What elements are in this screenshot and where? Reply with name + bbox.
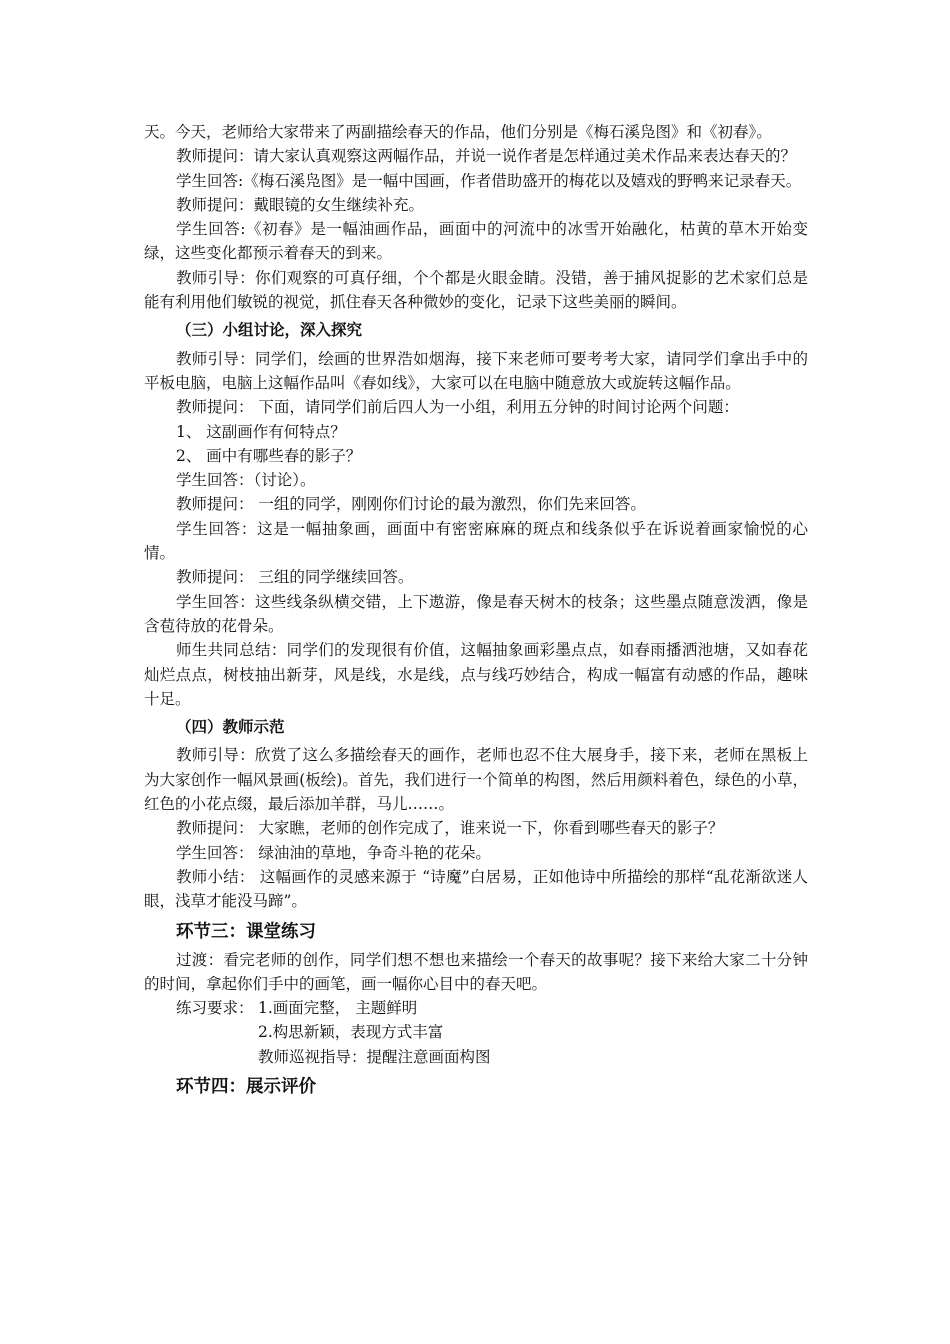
paragraph: 教师小结： 这幅画作的灵感来源于 “诗魔”白居易，正如他诗中所描绘的那样“乱花渐欲迷人眼，浅草才能没马蹄”。 — [144, 867, 808, 911]
paragraph: 学生回答:《初春》是一幅油画作品，画面中的河流中的冰雪开始融化，枯黄的草木开始变绿，这些变化都预示着春天的到来。 — [144, 220, 808, 263]
paragraph: 教师提问：戴眼镜的女生继续补充。 — [176, 195, 425, 214]
paragraph: 教师提问： 下面，请同学们前后四人为一小组，利用五分钟的时间讨论两个问题： — [176, 398, 739, 417]
paragraph: 师生共同总结：同学们的发现很有价值，这幅抽象画彩墨点点，如春雨播洒池塘，又如春花灿烂点点，树枝抽出新芽，风是线，水是线，点与线巧妙结合，构成一幅富有动感的作品，趣味十足。 — [144, 641, 808, 708]
paragraph: 教师提问： 三组的同学继续回答。 — [176, 568, 414, 587]
requirement-item: 2.构思新颖，表现方式丰富 — [258, 1023, 444, 1042]
paragraph: 天。今天，老师给大家带来了两副描绘春天的作品，他们分别是《梅石溪凫图》和《初春》。 — [144, 123, 772, 141]
requirement-item: 教师巡视指导：提醒注意画面构图 — [258, 1047, 491, 1066]
section-heading: 环节三：课堂练习 — [176, 921, 316, 942]
requirement-item: 1.画面完整， 主题鲜明 — [258, 999, 418, 1018]
practice-requirements — [144, 996, 808, 1069]
paragraph: 学生回答：（讨论）。 — [176, 471, 316, 490]
paragraph: 学生回答： 绿油油的草地，争奇斗艳的花朵。 — [176, 843, 491, 862]
paragraph: 教师引导：欣赏了这么多描绘春天的画作，老师也忍不住大展身手，接下来，老师在黑板上为大家创作一幅风景画(板绘)。首先，我们进行一个简单的构图，然后用颜料着色，绿色的小草， 红色的小花点缀，最后添加羊群，马儿……。 — [144, 746, 808, 814]
list-item: 2、 画中有哪些春的影子？ — [176, 446, 362, 465]
paragraph: 教师引导：你们观察的可真仔细，个个都是火眼金睛。没错，善于捕风捉影的艺术家们总是能有利用他们敏锐的视觉，抓住春天各种微妙的变化，记录下这些美丽的瞬间。 — [144, 268, 808, 312]
paragraph: 教师提问： 大家瞧，老师的创作完成了，谁来说一下，你看到哪些春天的影子？ — [176, 819, 724, 838]
requirements-label: 练习要求： — [176, 999, 254, 1018]
paragraph: 学生回答：这些线条纵横交错，上下遨游，像是春天树木的枝条；这些墨点随意泼洒，像是含苞待放的花骨朵。 — [144, 592, 808, 635]
paragraph: 教师提问：请大家认真观察这两幅作品，并说一说作者是怎样通过美术作品来表达春天的？ — [176, 147, 797, 166]
paragraph: 教师提问： 一组的同学，刚刚你们讨论的最为激烈，你们先来回答。 — [176, 495, 646, 514]
list-item: 1、 这副画作有何特点？ — [176, 422, 346, 441]
paragraph: 学生回答:《梅石溪凫图》是一幅中国画，作者借助盛开的梅花以及嬉戏的野鸭来记录春天。 — [176, 171, 802, 190]
document-body — [144, 120, 808, 1103]
paragraph: 学生回答：这是一幅抽象画，画面中有密密麻麻的斑点和线条似乎在诉说着画家愉悦的心情。 — [144, 519, 808, 563]
subsection-heading: （三）小组讨论，深入探究 — [176, 320, 363, 340]
subsection-heading: （四）教师示范 — [176, 717, 285, 737]
section-heading: 环节四：展示评价 — [176, 1076, 316, 1097]
paragraph: 教师引导：同学们，绘画的世界浩如烟海，接下来老师可要考考大家，请同学们拿出手中的平板电脑，电脑上这幅作品叫《春如线》，大家可以在电脑中随意放大或旋转这幅作品。 — [144, 349, 808, 392]
paragraph: 过渡：看完老师的创作，同学们想不想也来描绘一个春天的故事呢？接下来给大家二十分钟的时间，拿起你们手中的画笔，画一幅你心目中的春天吧。 — [144, 950, 808, 993]
